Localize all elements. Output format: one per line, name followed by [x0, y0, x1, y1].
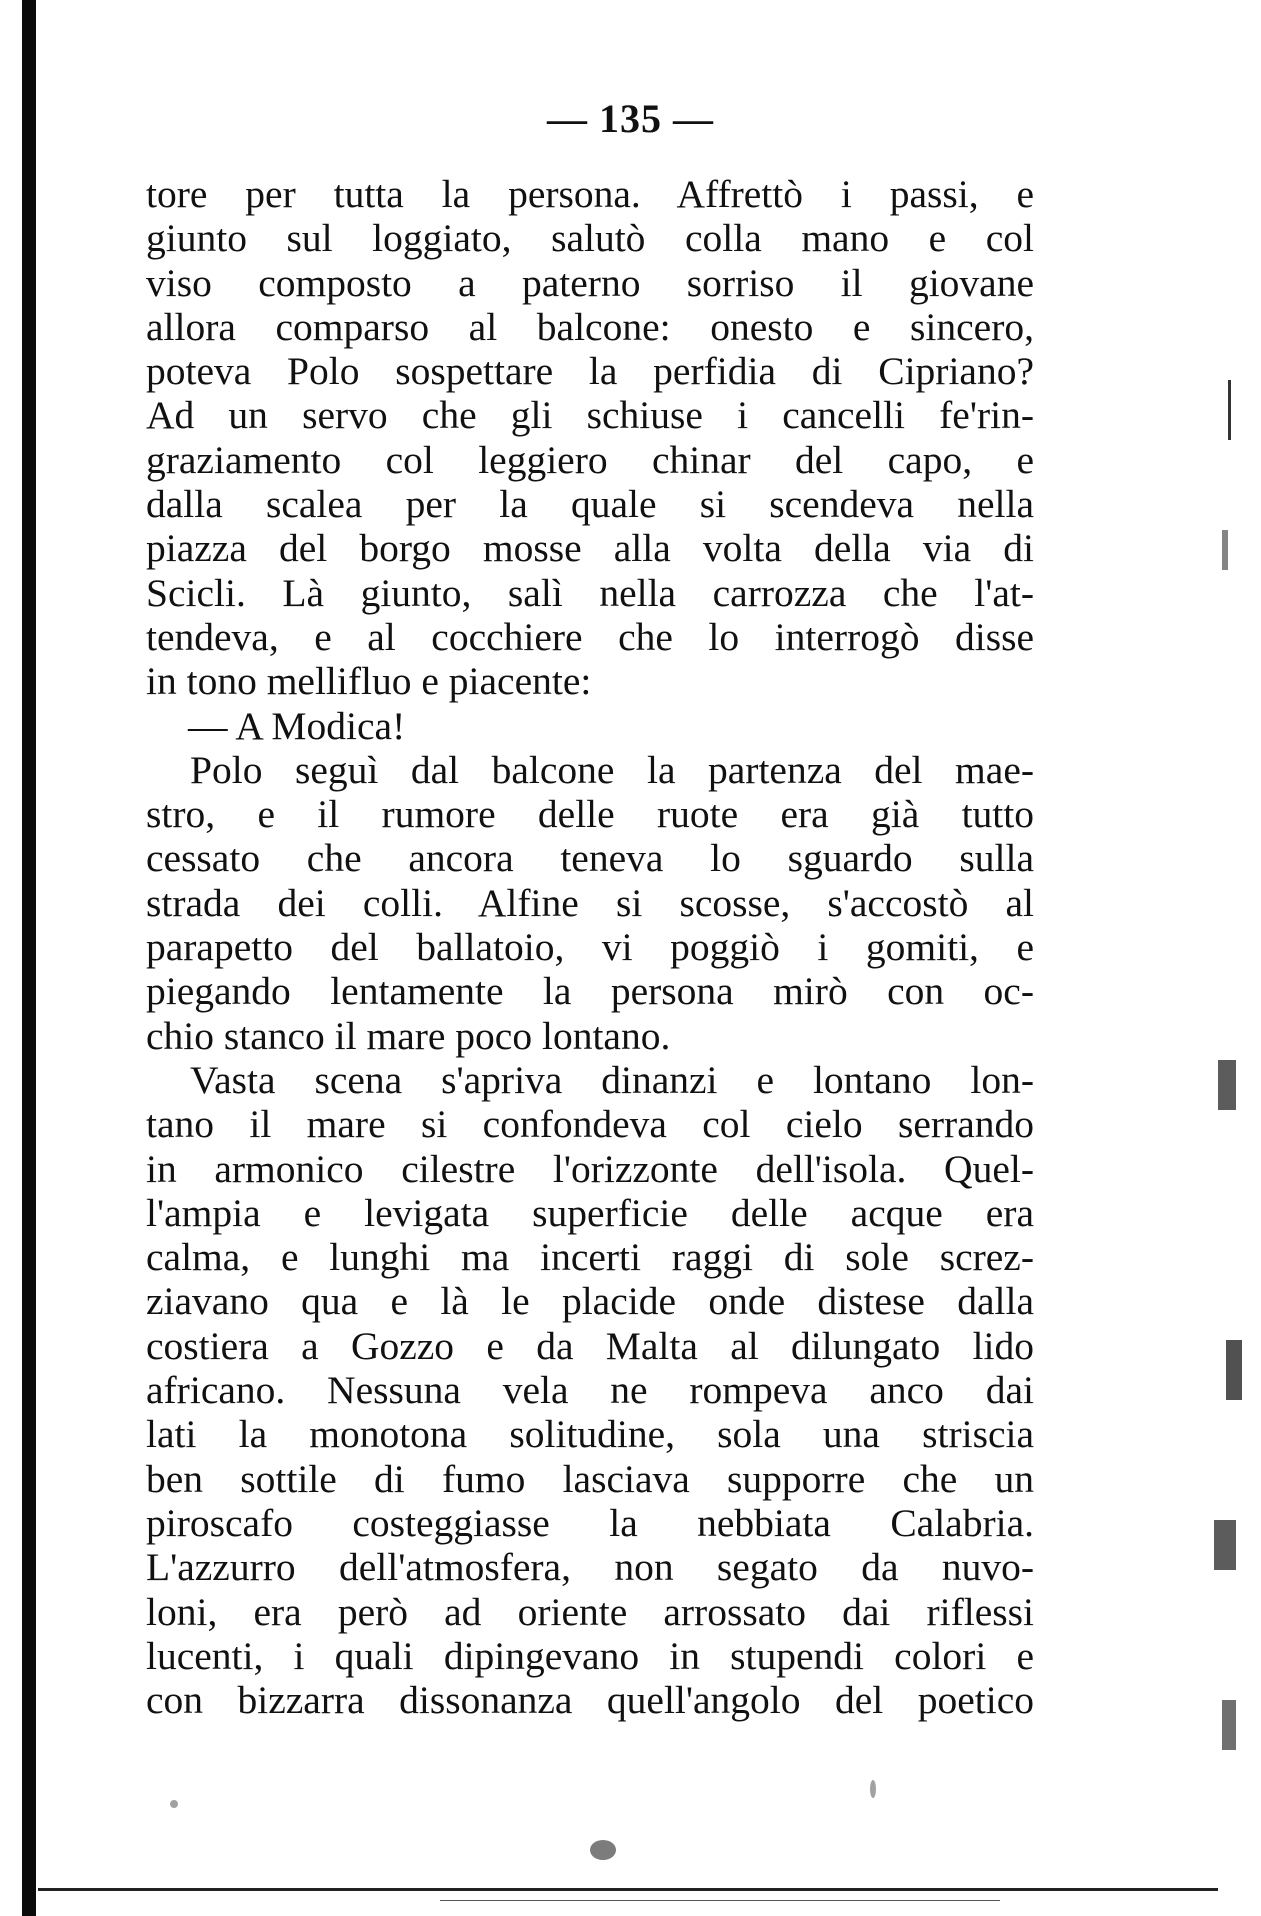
paragraph-first-line: Polo seguì dal balcone la partenza del mae- [190, 747, 1034, 792]
text-line: allora comparso al balcone: onesto e sincero, [146, 304, 1034, 349]
text-line: dalla scalea per la quale si scendeva nella [146, 482, 1034, 527]
dialogue-line: — A Modica! [188, 703, 406, 748]
text-line: costiera a Gozzo e da Malta al dilungato lido [146, 1323, 1034, 1368]
text-line: lucenti, i quali dipingevano in stupendi colori e [146, 1633, 1034, 1678]
bottom-edge-line-thin [440, 1900, 1000, 1901]
text-line: graziamento col leggiero chinar del capo, e [146, 437, 1034, 482]
text-line: calma, e lunghi ma incerti raggi di sole screz- [146, 1235, 1034, 1280]
text-line: lati la monotona solitudine, sola una striscia [146, 1412, 1034, 1457]
text-line: poteva Polo sospettare la perfidia di Cipriano? [146, 349, 1034, 394]
body-text [146, 172, 1034, 1722]
text-line: tendeva, e al cocchiere che lo interrogò disse [146, 614, 1034, 659]
text-line: l'ampia e levigata superficie delle acque era [146, 1190, 1034, 1235]
text-line: parapetto del ballatoio, vi poggiò i gomiti, e [146, 925, 1034, 970]
ink-smudge [590, 1840, 616, 1860]
text-line: chio stanco il mare poco lontano. [146, 1013, 671, 1058]
text-line: con bizzarra dissonanza quell'angolo del poetico [146, 1678, 1034, 1723]
text-line: giunto sul loggiato, salutò colla mano e col [146, 216, 1034, 261]
text-line: piazza del borgo mosse alla volta della via di [146, 526, 1034, 571]
text-line: africano. Nessuna vela ne rompeva anco dai [146, 1368, 1034, 1413]
text-line: ben sottile di fumo lasciava supporre che un [146, 1456, 1034, 1501]
text-line: viso composto a paterno sorriso il giovane [146, 260, 1034, 305]
page-binding-edge [22, 0, 36, 1916]
text-line: Ad un servo che gli schiuse i cancelli fe'rin- [146, 393, 1034, 438]
text-line: tano il mare si confondeva col cielo serrando [146, 1102, 1034, 1147]
text-line: ziavano qua e là le placide onde distese dalla [146, 1279, 1034, 1324]
text-line: L'azzurro dell'atmosfera, non segato da nuvo- [146, 1545, 1034, 1590]
text-line: in tono mellifluo e piacente: [146, 659, 592, 704]
text-line: strada dei colli. Alfine si scosse, s'accostò al [146, 880, 1034, 925]
paragraph-first-line: Vasta scena s'apriva dinanzi e lontano lon- [190, 1057, 1034, 1102]
text-line: piegando lentamente la persona mirò con oc- [146, 969, 1034, 1014]
page-right-edge-speckles [1208, 380, 1248, 1780]
ink-smudge [170, 1800, 178, 1808]
text-line: tore per tutta la persona. Affrettò i passi, e [146, 172, 1034, 216]
bottom-edge-line [38, 1888, 1218, 1891]
text-line: Scicli. Là giunto, salì nella carrozza che l'at- [146, 570, 1034, 615]
text-line: in armonico cilestre l'orizzonte dell'isola. Quel- [146, 1146, 1034, 1191]
text-line: loni, era però ad oriente arrossato dai riflessi [146, 1589, 1034, 1634]
text-line: cessato che ancora teneva lo sguardo sulla [146, 836, 1034, 881]
text-line: stro, e il rumore delle ruote era già tutto [146, 792, 1034, 837]
page-number: — 135 — [547, 96, 714, 141]
text-line: piroscafo costeggiasse la nebbiata Calabria. [146, 1500, 1034, 1545]
ink-smudge [870, 1780, 876, 1798]
